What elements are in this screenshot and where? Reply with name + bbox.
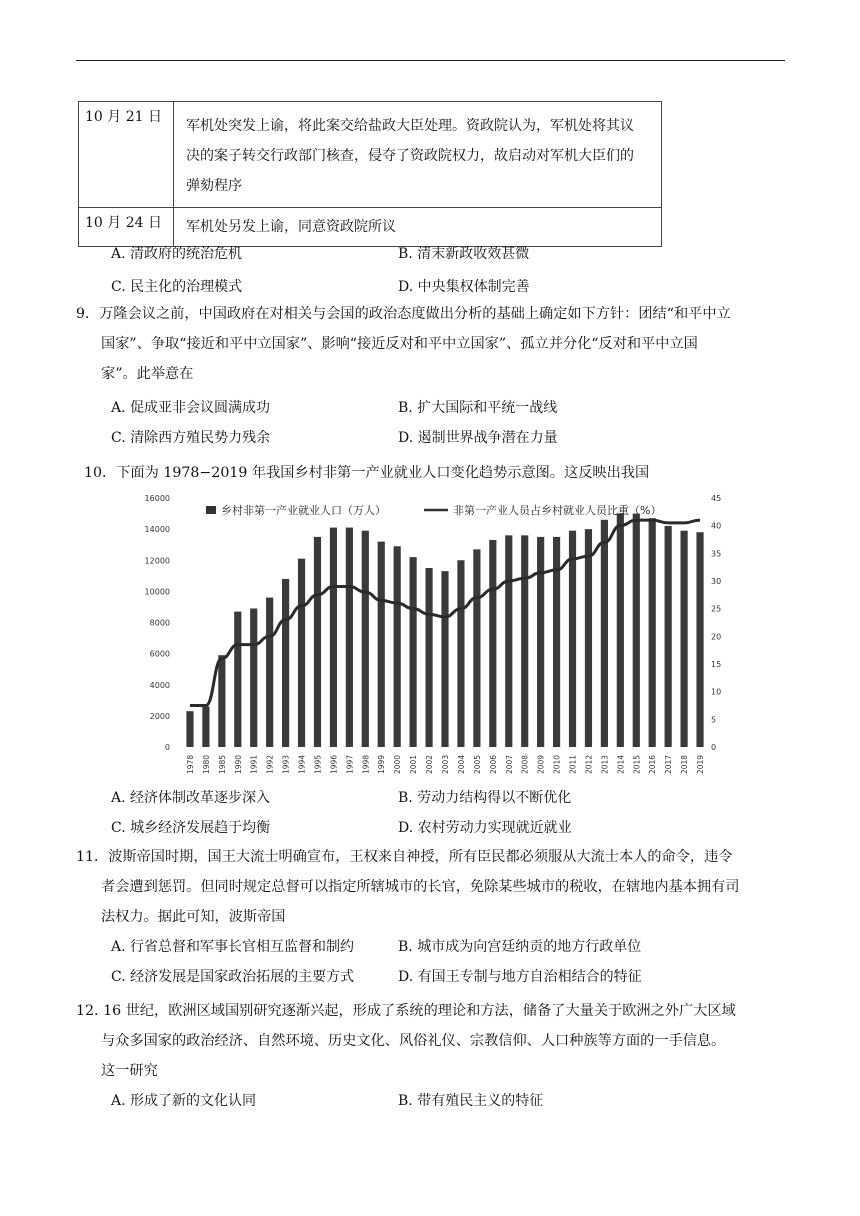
bar bbox=[410, 557, 417, 747]
table-date-cell: 10 月 24 日 bbox=[79, 208, 174, 247]
question-text-line: 这一研究 bbox=[101, 1063, 158, 1079]
question-12-stem bbox=[76, 996, 776, 1086]
x-tick-label: 1995 bbox=[313, 754, 323, 774]
question-10-stem: 10．下面为 1978−2019 年我国乡村非第一产业就业人口变化趋势示意图。这反映出我国 bbox=[84, 465, 650, 481]
x-tick-label: 1985 bbox=[217, 754, 227, 774]
legend-bar-label: 乡村非第一产业就业人口（万人） bbox=[221, 504, 386, 517]
question-11-stem bbox=[76, 842, 776, 932]
q11-option-c[interactable]: C. 经济发展是国家政治拓展的主要方式 bbox=[111, 969, 355, 985]
bar bbox=[298, 559, 305, 747]
y-left-tick-label: 4000 bbox=[149, 680, 170, 690]
q8-option-a[interactable]: A. 清政府的统治危机 bbox=[111, 246, 243, 262]
q8-option-d[interactable]: D. 中央集权体制完善 bbox=[398, 279, 530, 295]
bar bbox=[218, 655, 225, 747]
q10-option-c[interactable]: C. 城乡经济发展趋于均衡 bbox=[111, 820, 271, 836]
y-right-tick-label: 20 bbox=[711, 632, 722, 642]
table-text-line: 军机处另发上谕，同意资政院所议 bbox=[186, 219, 396, 235]
y-right-tick-label: 45 bbox=[711, 494, 722, 503]
legend-line-label: 非第一产业人员占乡村就业人员比重（%） bbox=[453, 504, 662, 517]
bar bbox=[537, 537, 544, 747]
x-tick-label: 2001 bbox=[409, 754, 419, 774]
bar bbox=[250, 608, 257, 747]
x-tick-label: 1998 bbox=[361, 754, 371, 774]
x-tick-label: 2012 bbox=[584, 754, 594, 774]
x-tick-label: 2003 bbox=[441, 754, 450, 774]
bar bbox=[362, 531, 369, 747]
question-text-line: 11．波斯帝国时期，国王大流士明确宣布，王权来自神授，所有臣民都必须服从大流士本人的命令，违令 bbox=[76, 849, 733, 865]
y-right-tick-label: 10 bbox=[711, 687, 722, 697]
bar bbox=[696, 532, 703, 747]
y-right-tick-label: 30 bbox=[711, 577, 722, 586]
x-tick-label: 2006 bbox=[488, 754, 498, 774]
bar bbox=[266, 598, 273, 747]
x-tick-label: 2016 bbox=[648, 754, 658, 774]
question-text-line: 9．万隆会议之前，中国政府在对相关与会国的政治态度做出分析的基础上确定如下方针：团结“和平中立 bbox=[76, 306, 731, 322]
table-text-line: 决的案子转交行政部门核查，侵夺了资政院权力，故启动对军机大臣们的 bbox=[186, 148, 634, 164]
q8-option-b[interactable]: B. 清末新政收效甚微 bbox=[398, 246, 530, 262]
bar bbox=[585, 529, 592, 747]
x-tick-label: 2014 bbox=[616, 754, 626, 774]
question-text-line: 家”。此举意在 bbox=[101, 366, 194, 382]
bar bbox=[202, 707, 209, 747]
table-description-cell bbox=[174, 208, 662, 247]
y-left-tick-label: 2000 bbox=[149, 711, 170, 721]
bar bbox=[425, 568, 432, 747]
legend-bar-swatch bbox=[206, 506, 216, 514]
x-tick-label: 2007 bbox=[504, 754, 514, 774]
question-text-line: 国家”、争取“接近和平中立国家”、影响“接近反对和平中立国家”、孤立并分化“反对和平中立国 bbox=[101, 336, 698, 352]
y-left-tick-label: 14000 bbox=[144, 525, 170, 535]
bar bbox=[346, 528, 353, 747]
q11-option-a[interactable]: A. 行省总督和军事长官相互监督和制约 bbox=[111, 939, 355, 955]
y-left-tick-label: 8000 bbox=[149, 618, 170, 628]
question-text-line: 法权力。据此可知，波斯帝国 bbox=[101, 909, 286, 925]
x-tick-label: 2018 bbox=[680, 754, 690, 774]
q11-option-d[interactable]: D. 有国王专制与地方自治相结合的特征 bbox=[398, 969, 642, 985]
q10-option-b[interactable]: B. 劳动力结构得以不断优化 bbox=[398, 790, 572, 806]
bar bbox=[457, 560, 464, 747]
question-text-line: 与众多国家的政治经济、自然环境、历史文化、风俗礼仪、宗教信仰、人口种族等方面的一手信息。 bbox=[101, 1033, 726, 1049]
q9-option-d[interactable]: D. 遏制世界战争潜在力量 bbox=[398, 430, 558, 446]
x-tick-label: 2019 bbox=[696, 754, 706, 774]
x-tick-label: 1991 bbox=[249, 754, 259, 774]
y-left-tick-label: 0 bbox=[164, 743, 170, 752]
q9-option-c[interactable]: C. 清除西方殖民势力残余 bbox=[111, 430, 271, 446]
x-tick-label: 2010 bbox=[552, 754, 562, 774]
x-tick-label: 1990 bbox=[233, 754, 243, 774]
x-tick-label: 2013 bbox=[600, 754, 610, 774]
chart-legend bbox=[206, 503, 661, 517]
table-text-line: 弹劾程序 bbox=[186, 178, 242, 194]
event-table bbox=[78, 101, 662, 247]
x-tick-label: 2011 bbox=[568, 754, 578, 774]
q9-option-b[interactable]: B. 扩大国际和平统一战线 bbox=[398, 400, 558, 416]
x-tick-label: 2015 bbox=[632, 754, 642, 774]
bar bbox=[489, 540, 496, 747]
bar bbox=[186, 711, 193, 747]
bar bbox=[314, 537, 321, 747]
y-right-tick-label: 5 bbox=[711, 715, 717, 725]
bar bbox=[330, 528, 337, 747]
x-tick-label: 1993 bbox=[281, 754, 291, 774]
bar bbox=[394, 546, 401, 747]
bar bbox=[601, 520, 608, 747]
x-tick-label: 1994 bbox=[297, 754, 307, 774]
y-right-tick-label: 25 bbox=[711, 604, 722, 614]
y-right-tick-label: 15 bbox=[711, 660, 722, 669]
q8-option-c[interactable]: C. 民主化的治理模式 bbox=[111, 279, 243, 295]
q10-option-a[interactable]: A. 经济体制改革逐步深入 bbox=[111, 790, 271, 806]
x-tick-label: 1980 bbox=[201, 754, 211, 774]
bar bbox=[234, 612, 241, 747]
q11-option-b[interactable]: B. 城市成为向宫廷纳贡的地方行政单位 bbox=[398, 939, 642, 955]
x-tick-label: 1978 bbox=[185, 754, 195, 774]
y-right-tick-label: 40 bbox=[711, 521, 722, 531]
bar bbox=[665, 526, 672, 747]
y-right-tick-label: 0 bbox=[711, 743, 717, 752]
y-left-tick-label: 12000 bbox=[144, 556, 170, 566]
q12-option-a[interactable]: A. 形成了新的文化认同 bbox=[111, 1093, 257, 1109]
table-text-line: 军机处突发上谕，将此案交给盐政大臣处理。资政院认为，军机处将其议 bbox=[186, 118, 634, 134]
table-row bbox=[79, 208, 662, 247]
y-right-tick-label: 35 bbox=[711, 549, 722, 559]
x-tick-label: 1997 bbox=[345, 754, 355, 774]
question-text-line: 12. 16 世纪，欧洲区域国别研究逐渐兴起，形成了系统的理论和方法，储备了大量关于欧洲之外广大区域 bbox=[76, 1003, 736, 1019]
table-row bbox=[79, 102, 662, 208]
y-left-tick-label: 10000 bbox=[144, 587, 170, 597]
question-9-stem bbox=[76, 299, 776, 389]
page-top-rule bbox=[76, 60, 785, 61]
bar bbox=[681, 531, 688, 747]
table-date-cell: 10 月 21 日 bbox=[79, 102, 174, 208]
bar bbox=[649, 518, 656, 747]
bar bbox=[441, 571, 448, 747]
x-tick-label: 2000 bbox=[393, 754, 403, 774]
bar bbox=[617, 514, 624, 747]
x-tick-label: 2008 bbox=[520, 754, 530, 774]
bar bbox=[633, 514, 640, 747]
bar bbox=[282, 579, 289, 747]
x-tick-label: 2005 bbox=[472, 754, 482, 774]
bar bbox=[378, 542, 385, 747]
bar-series bbox=[186, 514, 703, 747]
x-tick-label: 2004 bbox=[456, 754, 466, 774]
bar bbox=[521, 535, 528, 747]
q10-option-d[interactable]: D. 农村劳动力实现就近就业 bbox=[398, 820, 572, 836]
employment-chart bbox=[140, 490, 740, 780]
q12-option-b[interactable]: B. 带有殖民主义的特征 bbox=[398, 1093, 544, 1109]
bar bbox=[505, 535, 512, 747]
x-tick-label: 2002 bbox=[425, 754, 435, 774]
x-tick-label: 1996 bbox=[329, 754, 339, 774]
question-text-line: 者会遭到惩罚。但同时规定总督可以指定所辖城市的长官，免除某些城市的税收，在辖地内基本拥有司 bbox=[101, 879, 740, 895]
bar bbox=[473, 549, 480, 747]
x-tick-label: 2017 bbox=[664, 754, 674, 774]
x-tick-label: 2009 bbox=[536, 754, 546, 774]
y-left-tick-label: 6000 bbox=[149, 649, 170, 659]
x-tick-label: 1992 bbox=[265, 754, 275, 774]
table-description-cell bbox=[174, 102, 662, 208]
x-tick-label: 1999 bbox=[377, 754, 387, 774]
q9-option-a[interactable]: A. 促成亚非会议圆满成功 bbox=[111, 400, 271, 416]
y-left-tick-label: 16000 bbox=[144, 494, 170, 503]
bar bbox=[569, 531, 576, 747]
